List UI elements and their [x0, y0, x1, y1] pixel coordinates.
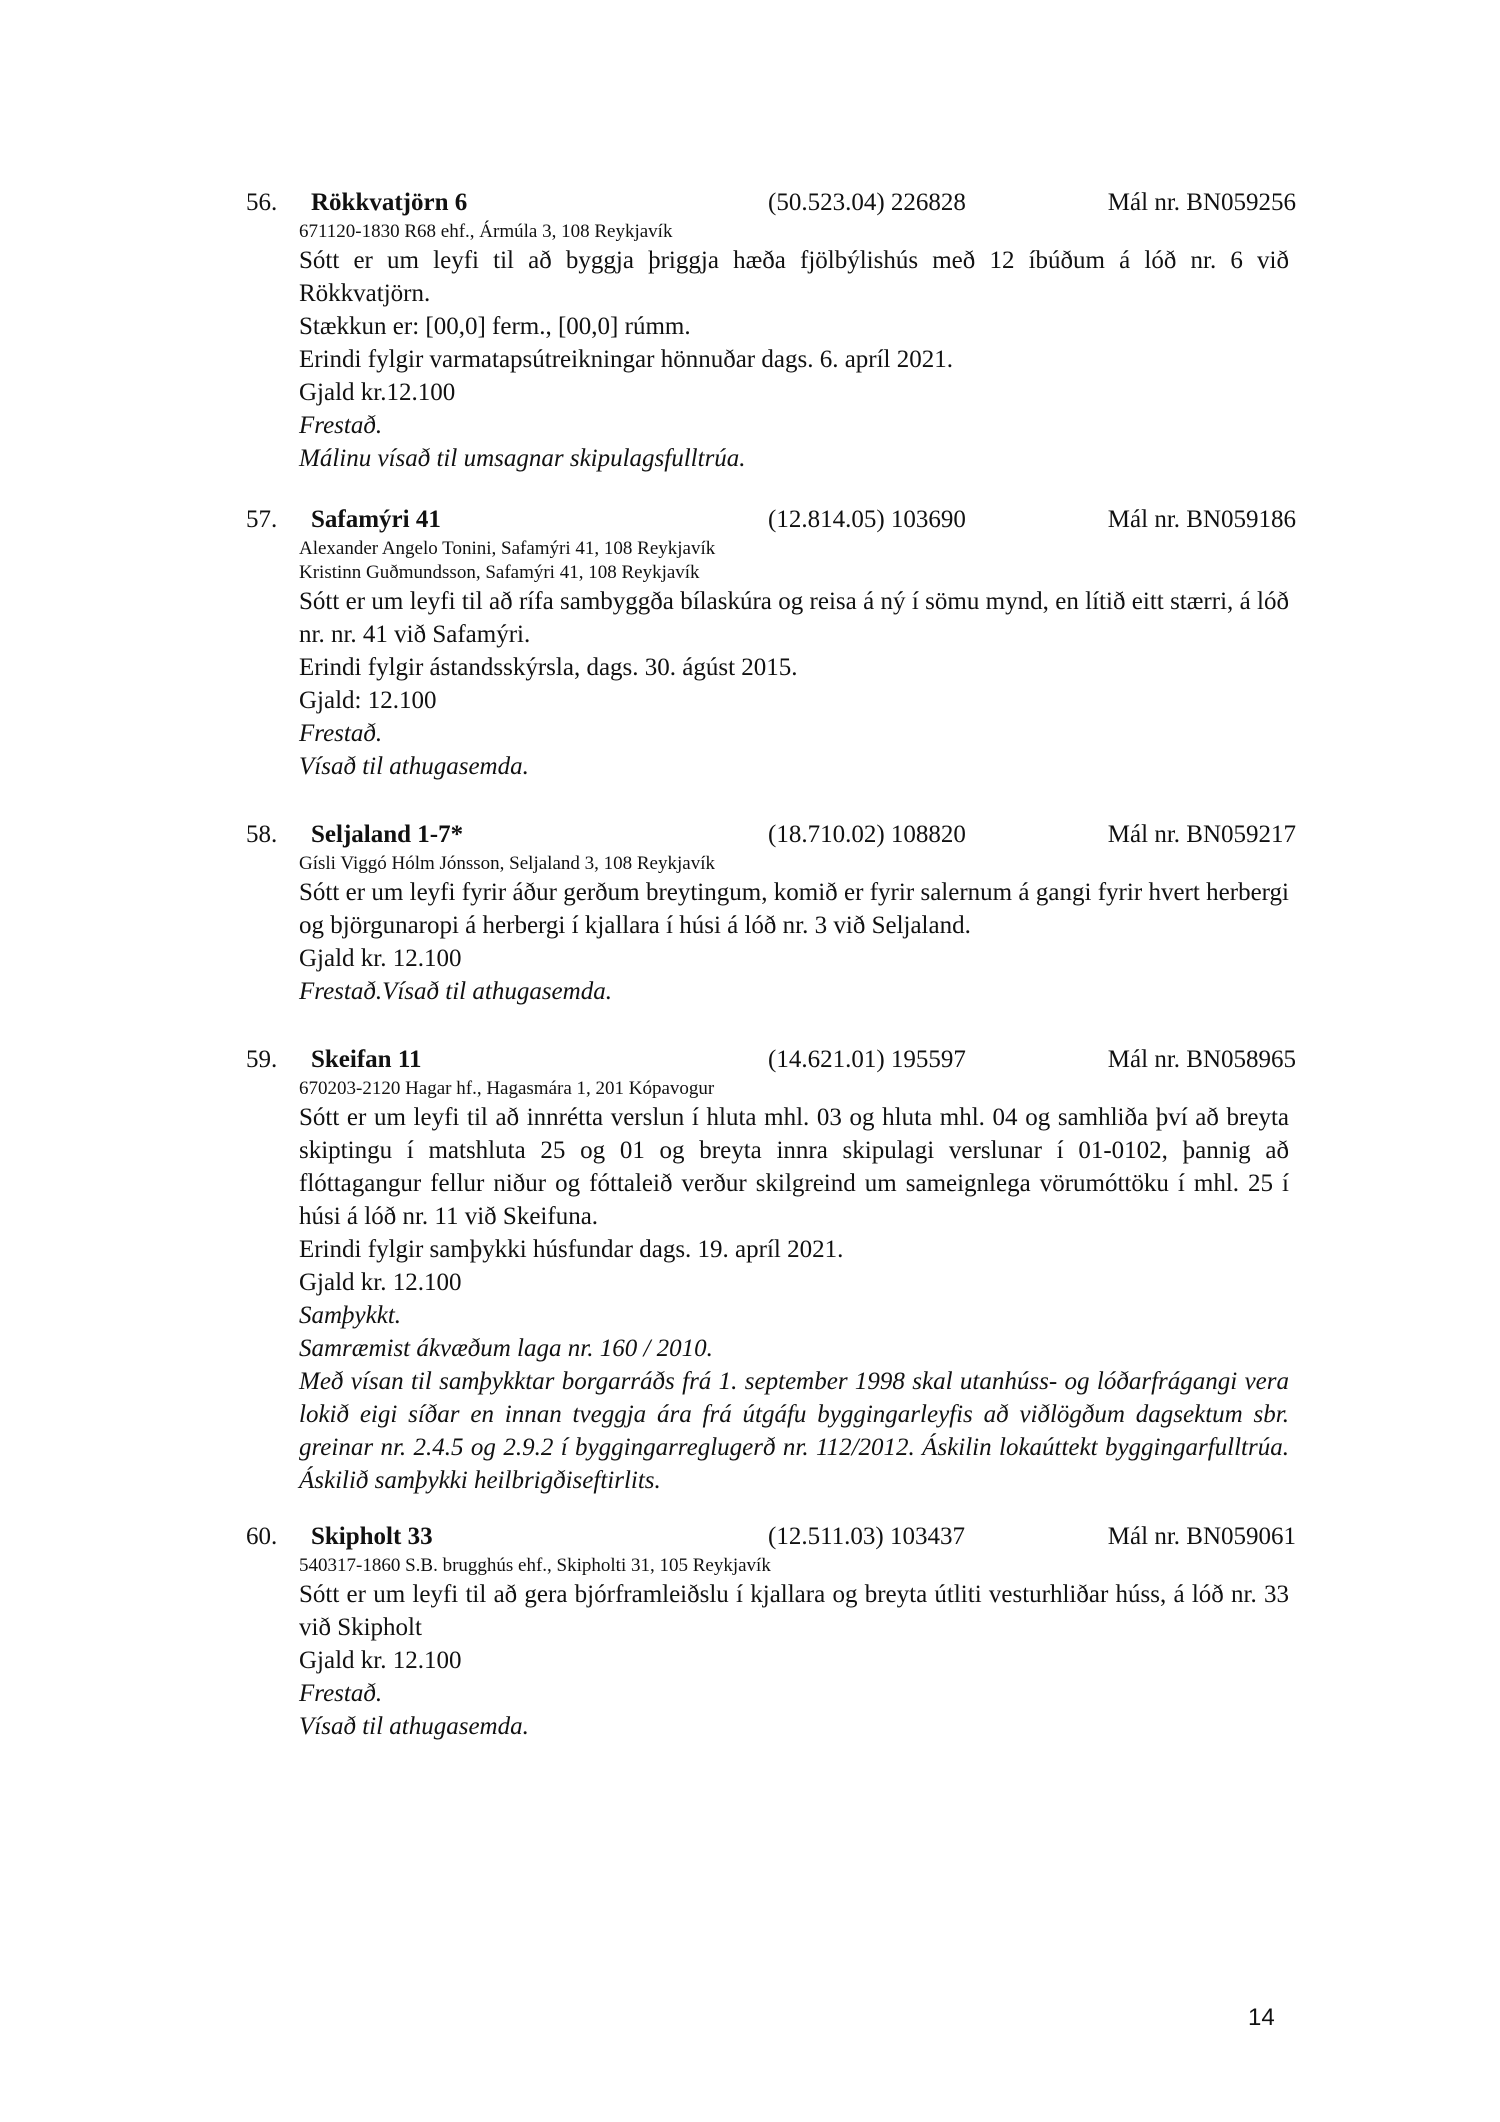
- case-description: Sótt er um leyfi til að byggja þriggja hæða fjölbýlishús með 12 íbúðum á lóð nr. 6 við Rökkvatjörn.: [299, 247, 1289, 307]
- case-header: [246, 503, 1296, 537]
- case-number: 59.: [246, 1046, 278, 1073]
- case-address: Rökkvatjörn 6: [311, 189, 468, 216]
- decision-line: Frestað.: [299, 720, 383, 747]
- case-reference: (50.523.04) 226828: [768, 189, 966, 216]
- case-body: [299, 1077, 1289, 1497]
- case-header: [246, 1043, 1296, 1077]
- case-body: [299, 220, 1289, 475]
- case-description: Sótt er um leyfi til að gera bjórframleiðslu í kjallara og breyta útliti vesturhliðar húss, á lóð nr. 33 við Skipholt: [299, 1581, 1289, 1641]
- detail-line: Erindi fylgir varmatapsútreikningar hönnuðar dags. 6. apríl 2021.: [299, 346, 954, 373]
- case-no: Mál nr. BN059256: [1107, 189, 1296, 216]
- decision-line: Frestað.Vísað til athugasemda.: [299, 978, 612, 1005]
- detail-line: Gjald kr. 12.100: [299, 945, 462, 972]
- case-description: Sótt er um leyfi til að innrétta verslun í hluta mhl. 03 og hluta mhl. 04 og samhliða því að breyta skiptingu í matshluta 25 og 01 og breyta innra skipulagi verslunar í 01-0102, þannig að flóttagangur fellur niður og fóttaleið verður skilgreind um sameignlega vörumóttöku í mhl. 25 í húsi á lóð nr. 11 við Skeifuna.: [299, 1104, 1289, 1230]
- case-number: 60.: [246, 1523, 278, 1550]
- case-number: 58.: [246, 821, 278, 848]
- case-block: [246, 186, 1296, 475]
- decision-line: Frestað.: [299, 412, 383, 439]
- applicant: Gísli Viggó Hólm Jónsson, Seljaland 3, 108 Reykjavík: [299, 853, 715, 874]
- case-block: [246, 503, 1296, 783]
- applicant: Alexander Angelo Tonini, Safamýri 41, 108 Reykjavík: [299, 538, 716, 559]
- detail-line: Stækkun er: [00,0] ferm., [00,0] rúmm.: [299, 313, 691, 340]
- case-no: Mál nr. BN059061: [1107, 1523, 1296, 1550]
- case-no: Mál nr. BN059186: [1107, 506, 1296, 533]
- applicant: 670203-2120 Hagar hf., Hagasmára 1, 201 Kópavogur: [299, 1078, 715, 1099]
- case-reference: (12.814.05) 103690: [768, 506, 966, 533]
- detail-line: Gjald: 12.100: [299, 687, 437, 714]
- case-body: [299, 537, 1289, 783]
- case-block: [246, 1043, 1296, 1497]
- case-block: [246, 1520, 1296, 1743]
- case-description: Sótt er um leyfi fyrir áður gerðum breytingum, komið er fyrir salernum á gangi fyrir hvert herbergi og björgunaropi á herbergi í kjallara í húsi á lóð nr. 3 við Seljaland.: [299, 879, 1289, 939]
- case-address: Skipholt 33: [311, 1523, 433, 1550]
- decision-line: Málinu vísað til umsagnar skipulagsfulltrúa.: [299, 445, 746, 472]
- decision-line: Vísað til athugasemda.: [299, 1713, 529, 1740]
- case-number: 57.: [246, 506, 278, 533]
- detail-line: Erindi fylgir samþykki húsfundar dags. 19. apríl 2021.: [299, 1236, 844, 1263]
- case-no: Mál nr. BN058965: [1107, 1046, 1296, 1073]
- case-block: [246, 818, 1296, 1008]
- case-address: Safamýri 41: [311, 506, 441, 533]
- detail-line: Gjald kr.12.100: [299, 379, 456, 406]
- case-address: Seljaland 1-7*: [311, 821, 464, 848]
- decision-line: Vísað til athugasemda.: [299, 753, 529, 780]
- decision-line: Frestað.: [299, 1680, 383, 1707]
- case-no: Mál nr. BN059217: [1107, 821, 1296, 848]
- case-reference: (14.621.01) 195597: [768, 1046, 966, 1073]
- decision-line: Samþykkt.: [299, 1302, 402, 1329]
- decision-line: Með vísan til samþykktar borgarráðs frá 1. september 1998 skal utanhúss- og lóðarfrágangi vera lokið eigi síðar en innan tveggja ára frá útgáfu byggingarleyfis að viðlögðum dagsektum sbr. greinar nr. 2.4.5 og 2.9.2 í byggingarreglugerð nr. 112/2012. Áskilin lokaúttekt byggingarfulltrúa. Áskilið samþykki heilbrigðiseftirlits.: [299, 1368, 1289, 1494]
- case-reference: (18.710.02) 108820: [768, 821, 966, 848]
- detail-line: Erindi fylgir ástandsskýrsla, dags. 30. ágúst 2015.: [299, 654, 798, 681]
- case-body: [299, 852, 1289, 1008]
- detail-line: Gjald kr. 12.100: [299, 1647, 462, 1674]
- applicant: 671120-1830 R68 ehf., Ármúla 3, 108 Reykjavík: [299, 221, 673, 242]
- case-header: [246, 818, 1296, 852]
- applicant: 540317-1860 S.B. brugghús ehf., Skipholti 31, 105 Reykjavík: [299, 1555, 771, 1576]
- detail-line: Gjald kr. 12.100: [299, 1269, 462, 1296]
- case-header: [246, 186, 1296, 220]
- decision-line: Samræmist ákvæðum laga nr. 160 / 2010.: [299, 1335, 713, 1362]
- case-body: [299, 1554, 1289, 1743]
- case-reference: (12.511.03) 103437: [768, 1523, 965, 1550]
- case-header: [246, 1520, 1296, 1554]
- case-address: Skeifan 11: [311, 1046, 422, 1073]
- case-number: 56.: [246, 189, 278, 216]
- page-number: 14: [1248, 2004, 1275, 2031]
- applicant: Kristinn Guðmundsson, Safamýri 41, 108 Reykjavík: [299, 562, 700, 583]
- case-description: Sótt er um leyfi til að rífa sambyggða bílaskúra og reisa á ný í sömu mynd, en lítið eitt stærri, á lóð nr. nr. 41 við Safamýri.: [299, 588, 1289, 648]
